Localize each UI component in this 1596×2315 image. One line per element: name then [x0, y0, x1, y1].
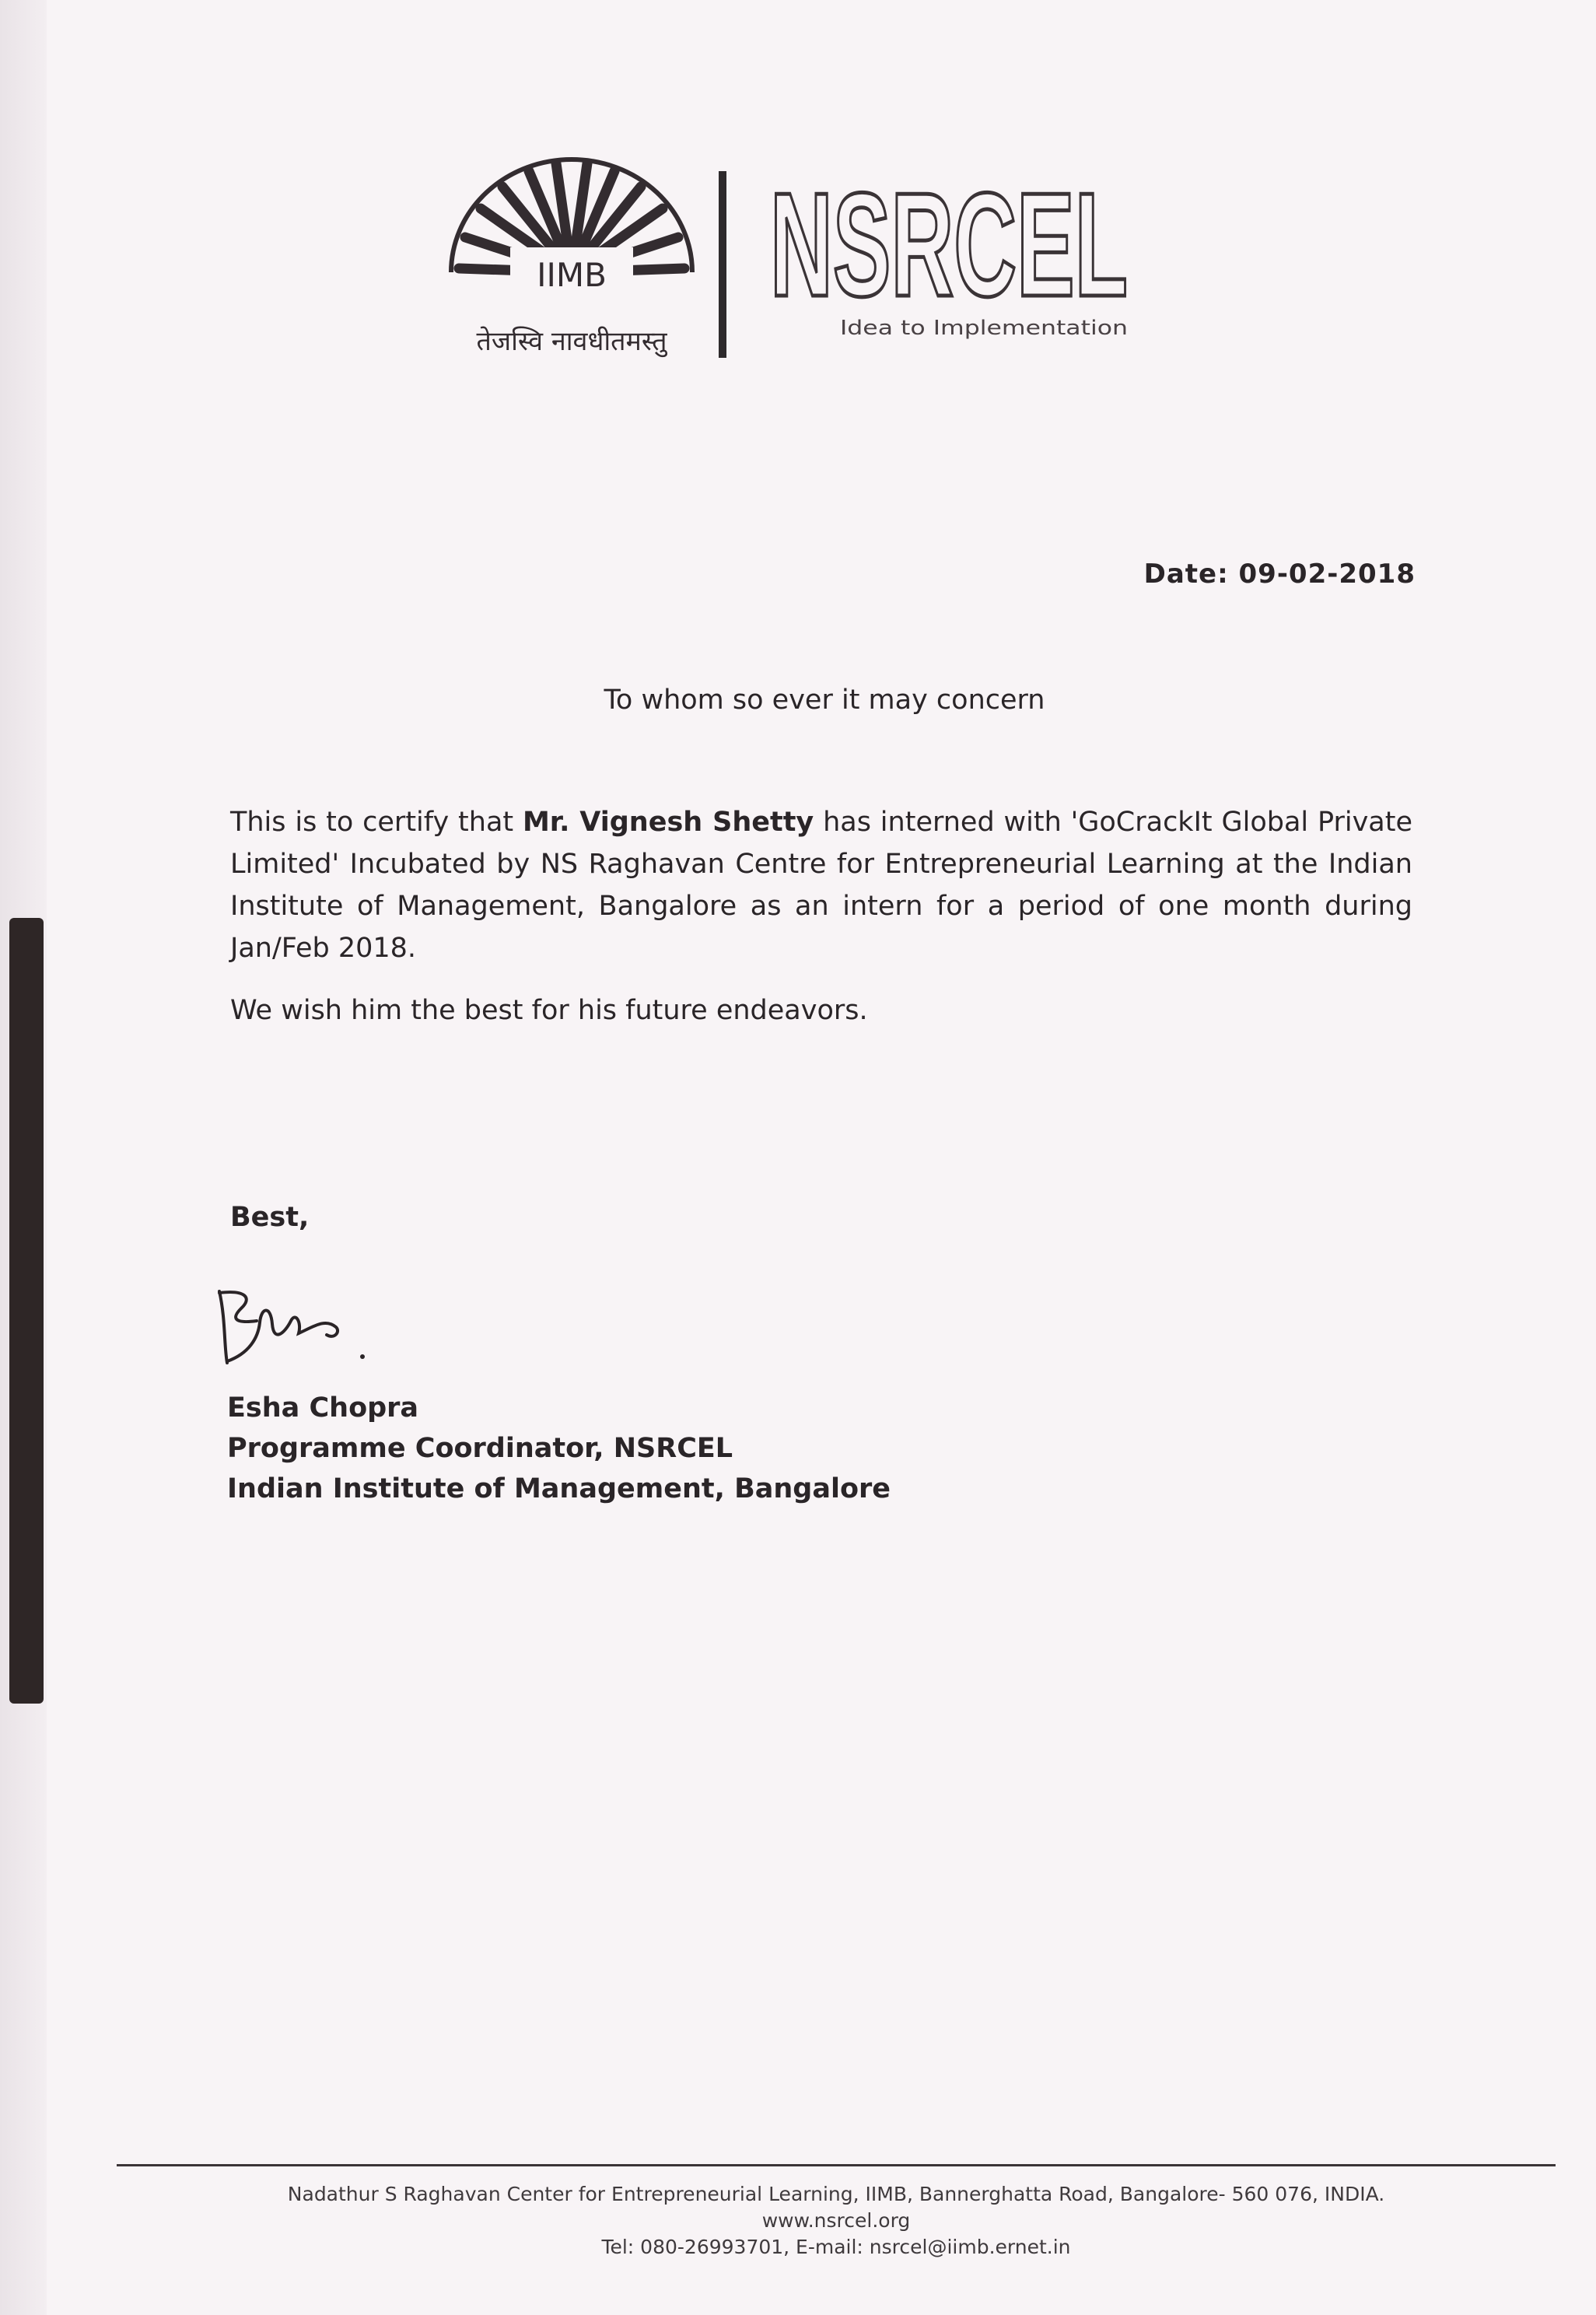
logo-divider [719, 171, 726, 358]
certification-paragraph [230, 801, 1412, 969]
signature [210, 1276, 381, 1377]
signoff: Best, [230, 1202, 310, 1233]
letter-body [230, 801, 1412, 1031]
iimb-motto: तेजस्वि नावधीतमस्तु [476, 326, 667, 357]
nsrcel-logo-text: NSRCEL [770, 163, 1128, 327]
salutation: To whom so ever it may concern [604, 685, 1045, 716]
footer-divider [117, 2164, 1556, 2166]
closing-wish: We wish him the best for his future endeavors. [230, 995, 868, 1026]
binding-shadow [9, 918, 44, 1704]
letterhead-footer [117, 2181, 1556, 2261]
signatory-title: Programme Coordinator, NSRCEL [227, 1433, 733, 1464]
letter-date: Date: 09-02-2018 [1143, 559, 1416, 590]
letterhead-logos [443, 156, 1159, 373]
signatory-block [227, 1388, 891, 1509]
footer-address: Nadathur S Raghavan Center for Entrepreneurial Learning, IIMB, Bannerghatta Road, Bangalore- 560 076, INDIA. [287, 2183, 1385, 2205]
iimb-logo [443, 156, 700, 366]
intern-name: Mr. Vignesh Shetty [522, 807, 814, 838]
scanned-page-edge [0, 0, 47, 2315]
signatory-organisation: Indian Institute of Management, Bangalore [227, 1473, 891, 1504]
footer-website: www.nsrcel.org [761, 2209, 911, 2232]
footer-contact: Tel: 080-26993701, E-mail: nsrcel@iimb.ernet.in [601, 2236, 1071, 2258]
signatory-name: Esha Chopra [227, 1392, 419, 1424]
nsrcel-logo [770, 156, 1151, 358]
iimb-logo-text: IIMB [537, 256, 607, 294]
certification-details: has interned with 'GoCrackIt Global Private Limited' Incubated by NS Raghavan Centre for Entrepreneurial Learning at the Indian Institute of Management, Bangalore as an intern for a period of one month during Jan/Feb 2018. [230, 807, 1412, 964]
nsrcel-tagline: Idea to Implementation [840, 317, 1128, 340]
certification-intro: This is to certify that [230, 807, 523, 838]
